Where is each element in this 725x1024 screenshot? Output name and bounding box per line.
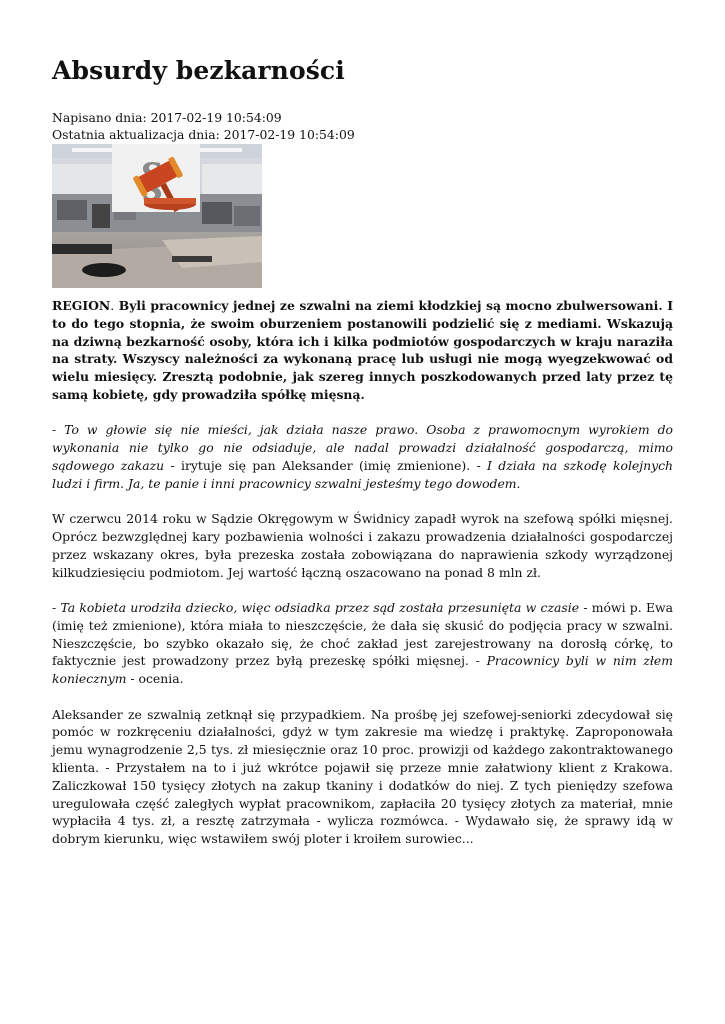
narration-1: - mówi p. Ewa (imię też zmienione), która miała to nieszczęście, że dała się skusić do podjęcia pracy w szwalni. Nieszczęście, bo szybko okazało się, że choć zakład jest zarejestrowany na dorosłą córkę, to faktycznie jest prowadzony przez byłą prezeskę spółki mięsnej. <box>52 599 673 669</box>
paragraph-quote-ewa <box>52 599 673 688</box>
updated-date: 2017-02-19 10:54:09 <box>223 126 355 142</box>
updated-line <box>52 127 355 144</box>
attribution-1: - irytuje się pan Aleksander (imię zmienione). <box>164 457 477 473</box>
lead-text: Byli pracownicy jednej ze szwalni na ziemi kłodzkiej są mocno zbulwersowani. I to do tego stopnia, że swoim oburzeniem postanowili podzielić się z mediami. Wskazują na dziwną bezkarność osoby, która ich i kilka podmiotów gospodarczych w kraju naraziła na straty. Wszyscy należności za wykonaną pracę lub usługi nie mogą wyegzekwować od wielu miesięcy. Zresztą podobnie, jak szereg innych poszkodowanych przed laty przez tę samą kobietę, gdy prowadziła spółkę mięsną. <box>52 298 673 402</box>
article-meta <box>52 110 355 143</box>
quote-4: - Pracownicy byli w nim złem koniecznym <box>52 653 673 687</box>
published-line <box>52 110 355 127</box>
published-label: Napisano dnia: <box>52 110 147 125</box>
lead-paragraph <box>52 297 673 404</box>
quote-3: - Ta kobieta urodziła dziecko, więc odsiadka przez sąd została przesunięta w czasie <box>52 599 580 615</box>
updated-label: Ostatnia aktualizacja dnia: <box>52 126 220 142</box>
law-paragraph-gavel-photo-icon <box>52 144 262 288</box>
paragraph-verdict: W czerwcu 2014 roku w Sądzie Okręgowym w Świdnicy zapadł wyrok na szefową spółki mięsnej. Oprócz bezwzględnej kary pozbawienia wolności i zakazu prowadzenia działalności gospodarczej przez wskazany okres, była prezeska została zobowiązana do naprawienia szkody wyrządzonej kilkudziesięciu podmiotom. Jej wartość łączną oszacowano na ponad 8 mln zł. <box>52 511 673 580</box>
quote-1: - To w głowie się nie mieści, jak działa nasze prawo. Osoba z prawomocnym wyrokiem do wykonania nie tylko go nie odsiaduje, ale nadal prowadzi działalność gospodarczą, mimo sądowego zakazu <box>52 422 673 473</box>
article-photo <box>52 144 262 288</box>
region-separator: . <box>110 298 115 313</box>
published-date: 2017-02-19 10:54:09 <box>150 110 282 125</box>
article-body <box>52 297 673 865</box>
article-title: Absurdy bezkarności <box>52 56 345 85</box>
paragraph-aleksander-story: Aleksander ze szwalnią zetknął się przypadkiem. Na prośbę jej szefowej-seniorki zdecydował się pomóc w rozkręceniu działalności, gdyż w tym zakresie ma wiedzę i praktykę. Zaproponowała jemu wynagrodzenie 2,5 tys. zł miesięcznie oraz 10 proc. prowizji od każdego zakontraktowanego klienta. - Przystałem na to i już wkrótce pojawił się przeze mnie załatwiony klient z Krakowa. Zaliczkował 150 tysięcy złotych na zakup tkaniny i dodatków do niej. Z tych pieniędzy szefowa uregulowała część zaległych wypłat pracownikom, zapłaciła 20 tysięcy złotych za materiał, mnie wypłaciła 4 tys. zł, a resztę zatrzymała - wylicza rozmówca. - Wydawało się, że sprawy idą w dobrym kierunku, więc wstawiłem swój ploter i kroiłem surowiec... <box>52 706 673 847</box>
region-label: REGION <box>52 298 111 313</box>
paragraph-quote-aleksander <box>52 421 673 492</box>
narration-2: - ocenia. <box>126 671 184 687</box>
quote-2: - I działa na szkodę kolejnych ludzi i firm. Ja, te panie i inni pracownicy szwalni jesteśmy tego dowodem. <box>52 457 673 491</box>
